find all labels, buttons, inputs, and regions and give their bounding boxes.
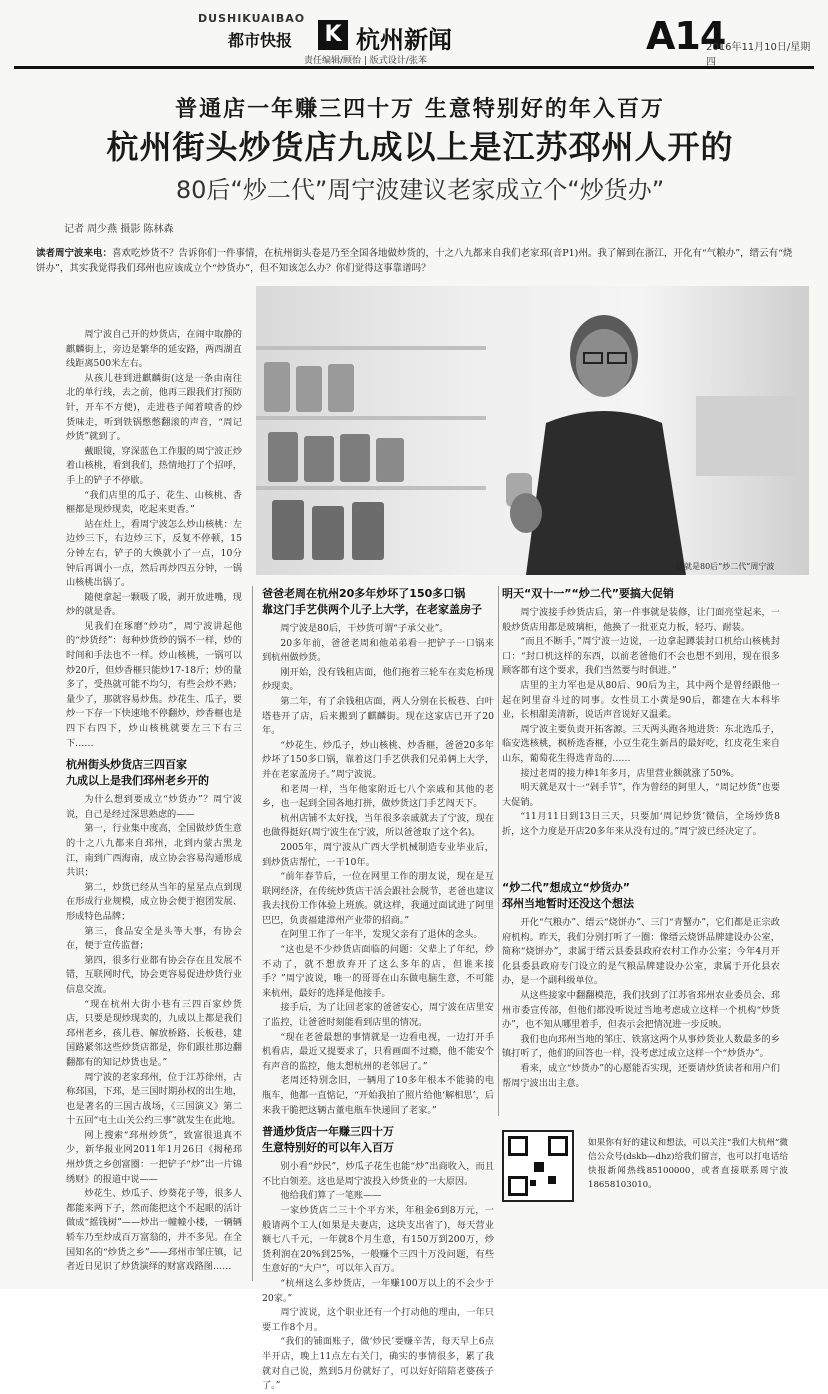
paragraph: 看来，成立“炒货办”的心愿能否实现，还要请炒货读者和用户们帮周宁波出出主意。	[502, 1062, 780, 1089]
subheading	[66, 757, 242, 789]
paragraph: 从这些接家中翻翻模范，我们找到了江苏省邳州农业委员会、邳州市委宣传部，但他们都没听说过当地考虑成立这样一个机构“炒货办”，也不知从哪里着手，但表示会把情况进一步反映。	[502, 989, 780, 1031]
paragraph: “炒花生、炒瓜子，炒山核桃、炒香榧，爸爸20多年炒坏了150多口锅，靠着这门手艺供我们兄弟俩上大学，并在老家盖房子。”周宁波说。	[262, 739, 494, 780]
column-3-top	[502, 586, 780, 876]
paragraph: “前年春节后，一位在网里工作的朋友说，现在是互联网经济，在传统炒货店干活会跟社会脱节，老爸也建议我去找份工作体验上班族。就这样，我通过面试进了阿里巴巴，负责福建漳州产业带的招商。”	[262, 871, 494, 926]
paragraph: 在阿里工作了一年半，发现父亲有了退休的念头。	[280, 929, 483, 941]
photo-caption: 这就是80后“炒二代”周宁波	[676, 562, 775, 571]
paragraph: 2005年，周宁波从广西大学机械制造专业毕业后，到炒货店帮忙，一干10年。	[262, 841, 494, 868]
contact-note: 如果你有好的建议和想法，可以关注“我们大杭州”微信公众号(dskb—dhz)给我们留言，也可以打电话给快报新闻热线85100000，或者直接联系周宁波18658103010。	[588, 1138, 788, 1190]
paragraph: 网上搜索“邳州炒货”，致富很退真不少，新华报业网2011年1月26日《揭秘邳州炒货之乡创富圈：一把铲子“炒”出一片锦绣财》的报道中说——	[66, 1129, 242, 1185]
paragraph: 为什么想到要成立“炒货办”？周宁波说，自己是经过深思熟虑的——	[66, 794, 242, 820]
qr-code-icon[interactable]	[502, 1130, 574, 1202]
paragraph: “现在老爸最想的事情就是一边看电视，一边打开手机看店，最近又提要求了，只看画面不过瘾，他不能安个有声音的监控，他太想杭州的老邻居了。”	[262, 1031, 494, 1072]
editor-credits: 责任编辑/顾怡 | 版式设计/张苯	[304, 56, 427, 66]
paragraph: 周宁波接手炒货店后，第一件事就是装修，让门面亮堂起来，一般炒货店用都是玻璃柜，他换了一批亚克力板，轻巧、耐装。	[502, 607, 780, 633]
subheading	[262, 586, 494, 618]
paragraph: “我们店里的瓜子、花生、山核桃、香榧都是现炒现卖，吃起来更香。”	[66, 489, 242, 516]
page-date: 2016年11月10日/星期四	[706, 42, 811, 68]
subheading	[502, 880, 780, 912]
sub-headline: 80后“炒二代”周宁波建议老家成立个“炒货办”	[175, 176, 665, 204]
paragraph: 从孩儿巷到进麒麟街(这是一条由南往北的单行线，去之前，他再三跟我们打预防针，开车不方便)，走进巷子闻着喷香的炒货味走，听到铁锅憋憋翻滚的声音，“周记炒货”就到了。	[66, 372, 242, 443]
column-3-bottom	[502, 880, 780, 1120]
paragraph: “而且不断手，”周宁波一边说，一边拿起蹲装封口机给山核桃封口：“封口机这样的东西，以前老爸他们不会也想不到用，现在很多顾客都有这个要求，我们当然要与时俱进。”	[502, 636, 780, 677]
brand-en: DUSHIKUAIBAO	[198, 12, 306, 25]
subheading-line: 爸爸老周在杭州20多年炒坏了150多口锅	[262, 587, 466, 600]
paragraph: 周宁波说，这个职业还有一个打动他的理由，一年只要工作8个月。	[262, 1307, 494, 1333]
paragraph: 杭州店铺不太好找，当年很多亲戚就去了宁波，现在也做得挺好(周宁波生在宁波，所以爸爸取了这个名)。	[262, 812, 494, 839]
page-number: A14	[646, 14, 726, 58]
paragraph: “这也是不少炒货店面临的问题：父辈上了年纪，炒不动了，就不想放弃开了这么多年的店，但谁来接手？”周宁波说，唯一的哥哥在山东做电脑生意，不可能来杭州，最好的选择是他接手。	[262, 944, 494, 999]
paragraph: 明天就是双十一“剁手节”，作为曾经的阿里人，“周记炒货”也要大促销。	[502, 782, 780, 808]
paragraph: 20多年前，爸爸老周和他弟弟看一把铲子一口锅来到杭州做炒货。	[262, 637, 494, 664]
paragraph: 周宁波主要负责开拓客源。三天两头跑各地进货：东北选瓜子，临安选核桃，枫桥选香榧，小豆生花生新昌的最好吃，红皮花生来自山东，葡萄花生得选青岛的……	[502, 723, 780, 764]
paragraph: “11月11日到13日三天，只要加‘周记炒货’微信，全场炒货8折，这个力度是开店20多年来从没有过的。”周宁波已经决定了。	[502, 811, 780, 837]
paragraph: 别小看“炒民”，炒瓜子花生也能“炒”出商收入，而且不比白领差。这也是周宁波投入炒货业的一大原因。	[262, 1161, 494, 1187]
vendor-figure	[486, 303, 716, 575]
paragraph: 站在灶上，看周宁波怎么炒山核桃：左边炒三下，右边炒三下，反复不停顿，15分钟左右，铲子的大焕就小了一点，10分钟后再调小一点，然后再炒四五分钟，一锅山核桃出锅了。	[66, 518, 242, 589]
subheading-line: 九成以上是我们邳州老乡开的	[66, 774, 209, 788]
subheading-line: 邳州当地暂时还没这个想法	[502, 897, 634, 910]
paragraph: 一家炒货店二三十个平方米，年租金6到8万元，一般请两个工人(如果是夫妻店，这块支出省了)，每天营业额七八千元，一年就8个月生意，有150万到200万，炒货利润在20%到25%，一般赚个三四十万没问题，有些生意好的“大户”，可以年入百万。	[262, 1204, 494, 1275]
paragraph: 我们也向邳州当地的邹庄、铁富这两个从事炒货业人数最多的乡镇打听了，他们的回答也一样，没考虑过成立这样一个“炒货办”。	[502, 1033, 780, 1060]
kicker-headline: 普通店一年赚三四十万 生意特别好的年入百万	[175, 96, 665, 122]
subheading-line: 杭州街头炒货店三四百家	[66, 758, 187, 772]
main-headline: 杭州街头炒货店九成以上是江苏邳州人开的	[106, 128, 734, 166]
paragraph: 随便拿起一颗吸了吸，剥开放进嘴，现炒的就是香。	[66, 591, 242, 618]
paragraph: 周宁波的老家邳州，位于江苏徐州，古称邳国，下邳，是三国时期孙权的出生地，也是著名的三国古战场，《三国演义》第二十五回“屯土山关公约三事”就发生在此地。	[66, 1071, 242, 1127]
paragraph: 第一，行业集中度高，全国做炒货生意的十之八九都来自邳州，北到内蒙古黑龙江，南到广西海南，成立协会容易沟通形成共识；	[66, 823, 242, 879]
paragraph: 接过老周的接力棒1年多月，店里营业额就涨了50%。	[520, 767, 740, 779]
paragraph: 见我们在琢磨“炒功”，周宁波讲起他的“炒货经”：每种炒货炒的锅不一样，炒的时间和手法也不一样。炒山核桃，一锅可以炒20斤，但炒香榧只能炒17-18斤；炒的量多了，受热就可能不均匀，有些会炒不熟；量少了，那就容易炒焦。炒花生、瓜子，要炒一下存一下快速地不停翻炒，炒香榧也是四下右四下，炒山核桃就要左三下右三下……	[66, 620, 242, 749]
k-logo-icon: K	[318, 20, 348, 50]
brand-cn: 都市快报	[228, 31, 293, 50]
subheading: 明天“双十一”“炒二代”要搞大促销	[502, 587, 674, 600]
paragraph: 周宁波是80后，干炒货可谓“子承父业”。	[280, 623, 449, 634]
paragraph: 刚开始，没有钱租店面，他们拖着三轮车在卖危桥现炒现卖。	[262, 666, 494, 693]
paragraph: “我们的铺面账子，做‘炒民’要赚辛苦，每天早上6点半开店，晚上11点左右关门，确实的事情很多，累了我就对自己说，熬到5月份就好了，可以好好陪陪老婆孩子了。”	[262, 1336, 494, 1392]
subheading-line: 普通炒货店一年赚三四十万	[262, 1125, 394, 1139]
subheading	[262, 1124, 494, 1156]
paragraph: 店里的主力军也是从80后、90后为主，其中两个是曾经跟他一起在阿里奋斗过的同事。女性员工小黄是90后，都建在大本科毕业，长相甜美清新，说话声音说好又温柔。	[502, 679, 780, 721]
paragraph: 戴眼镜，穿深蓝色工作服的周宁波正炒着山核桃，看到我们，热情地打了个招呼，手上的铲子不停歇。	[66, 445, 242, 486]
paragraph: 开化“气粮办”、缙云“烧饼办”、三门“青蟹办”，它们都是正宗政府机构。昨天，我们分别打听了一圈：像缙云烧饼品牌建设办公室，简称“烧饼办”，隶属于缙云县委县政府农村工作办公室；今年4月开化县委县政府专门设立的是气粮品牌建设办公室，隶属于开化县农办，是一个副科级单位。	[502, 917, 780, 987]
column-1	[66, 328, 242, 1280]
intro-label: 读者周宁波来电：	[36, 248, 113, 259]
paragraph: 他给我们算了一笔账——	[280, 1190, 382, 1202]
intro-text: 喜欢吃炒货不？告诉你们一件事情，在杭州街头卷是乃至全国各地做炒货的，十之八九都来自我们老家邳(音P1)州。我了解到在浙江，开化有“气粮办”，缙云有“烧饼办”，其实我觉得我们邳州也应该成立个“炒货办”，但不知该怎么办？你们觉得这事靠谱吗？	[36, 248, 793, 274]
paragraph: 第二，炒货已经从当年的星星点点到现在形成行业规模，成立协会便于抱团发展、形成特色品牌；	[66, 881, 242, 922]
paragraph: 第二年，有了余钱租店面，两人分别在长板巷、白叶塔巷开了店，后来搬到了麒麟街。现在这家店已开了20年。	[262, 695, 494, 737]
subheading-line: “炒二代”想成立“炒货办”	[502, 881, 630, 894]
paragraph: 炒花生、炒瓜子、炒葵花子等，很多人都能来两下子，然而能把这个不起眼的活计做成“摇钱树”——炒出一幢幢小楼，一辆辆轿车乃至炒成百万富翁的，并不多见。在全国知名的“炒货之乡”——邳州市邹庄镇，记者近日见识了炒货演绎的财富戏路图……	[66, 1188, 242, 1273]
paragraph: “杭州这么多炒货店，一年赚100万以上的不会少于20家。”	[262, 1277, 494, 1304]
paragraph: 周宁波自己开的炒货店，在闹中取静的麒麟街上，旁边是繁华的延安路，两西湖直线距离500米左右。	[66, 329, 242, 370]
byline: 记者 周少燕 摄影 陈林森	[64, 224, 174, 235]
reader-intro	[36, 246, 796, 276]
paragraph: 和老周一样，当年他家附近七八个亲戚和其他的老乡，也一起到全国各地打拼，做炒货这门手艺闯天下。	[262, 783, 494, 810]
paragraph: 第三，食品安全是头等大事，有协会在，便于宣传监督；	[66, 925, 242, 952]
paragraph: “现在杭州大街小巷有三四百家炒货店，只要是现炒现卖的，九成以上都是我们邳州老乡，孩儿巷、解放桥路、长板巷，建国路紧邻这些炒货店都是，你们跟社那边翻翻都有的知记炒货也是。”	[66, 998, 242, 1068]
section-title: 杭州新闻	[356, 26, 452, 54]
paragraph: 老周还特别念旧，一辆用了10多年根本不能骑的电瓶车，他都一直惦记，“开始我拍了照片给他‘解相思’，后来我干脆把这辆古董电瓶车快递回了老家。”	[262, 1075, 494, 1116]
column-2	[262, 586, 494, 1392]
subheading-line: 生意特别好的可以年入百万	[262, 1141, 394, 1155]
subheading-line: 靠这门手艺供两个儿子上大学，在老家盖房子	[262, 603, 482, 616]
paragraph: 第四，很多行业都有协会存在且发展不错，互联网时代，协会更容易促进炒货行业信息交流。	[66, 954, 242, 995]
paragraph: 接手后，为了让回老家的爸爸安心，周宁波在店里安了监控，让爸爸时刻能看到店里的情况。	[262, 1002, 494, 1029]
